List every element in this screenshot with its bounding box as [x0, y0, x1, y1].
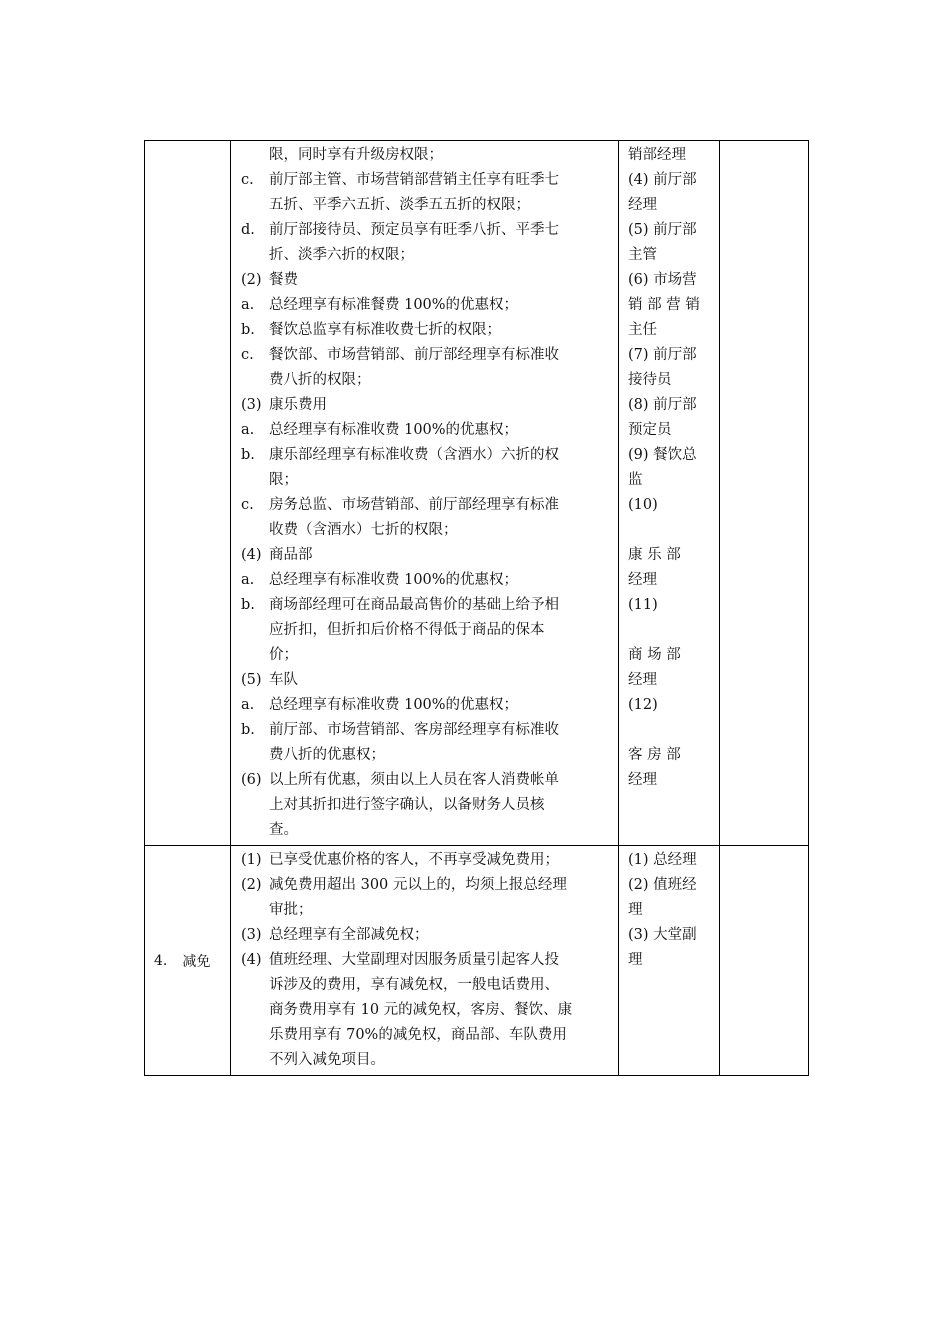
content-line [241, 618, 612, 643]
item-cell [145, 141, 231, 845]
content-line [241, 668, 612, 693]
list-marker: (4) [241, 547, 262, 563]
list-marker: a. [241, 297, 255, 313]
list-marker: d. [241, 222, 255, 238]
list-marker [241, 973, 269, 998]
line-text: 诉涉及的费用，享有减免权，一般电话费用、 [269, 977, 559, 993]
responsible-line: (5) 前厅部 [628, 222, 697, 238]
line-text: 总经理享有标准收费 100%的优惠权； [269, 572, 519, 588]
list-marker [241, 998, 269, 1023]
content-line [241, 518, 612, 543]
content-line [241, 493, 612, 518]
responsible-line [628, 618, 713, 643]
list-marker: a. [241, 572, 255, 588]
responsible-line: (10) [628, 497, 658, 513]
line-text: 总经理享有全部减免权； [269, 927, 429, 943]
content-line [241, 343, 612, 368]
content-line [241, 418, 612, 443]
responsible-line [628, 518, 713, 543]
content-line [241, 468, 612, 493]
list-marker: c. [241, 172, 254, 188]
responsible-line: 理 [628, 952, 643, 968]
list-marker: (2) [241, 272, 262, 288]
list-marker [241, 743, 269, 768]
content-line [241, 593, 612, 618]
content-line [241, 848, 612, 873]
responsible-line [628, 718, 713, 743]
list-marker: (2) [241, 877, 262, 893]
list-marker: b. [241, 322, 255, 338]
remarks-cell [720, 846, 808, 1075]
responsible-line: 理 [628, 902, 643, 918]
responsible-line: (9) 餐饮总 [628, 447, 697, 463]
responsible-line: (8) 前厅部 [628, 397, 697, 413]
responsible-line: (2) 值班经 [628, 877, 697, 893]
line-text: 以上所有优惠，须由以上人员在客人消费帐单 [269, 772, 559, 788]
content-line [241, 923, 612, 948]
line-text: 减免费用超出 300 元以上的，均须上报总经理 [269, 877, 567, 893]
list-marker [241, 618, 269, 643]
line-text: 值班经理、大堂副理对因服务质量引起客人投 [269, 952, 559, 968]
list-marker: b. [241, 597, 255, 613]
table-row [145, 845, 808, 1075]
list-marker: a. [241, 422, 255, 438]
list-marker [241, 1048, 269, 1073]
line-text: 总经理享有标准收费 100%的优惠权； [269, 422, 519, 438]
content-line [241, 948, 612, 973]
line-text: 餐饮总监享有标准收费七折的权限； [269, 322, 501, 338]
list-marker [241, 143, 269, 168]
content-line [241, 368, 612, 393]
line-text: 已享受优惠价格的客人，不再享受减免费用； [269, 852, 559, 868]
content-line [241, 743, 612, 768]
remarks-cell [720, 141, 808, 845]
list-marker [241, 1023, 269, 1048]
authority-table [144, 140, 809, 1076]
content-line [241, 818, 612, 843]
content-line [241, 268, 612, 293]
content-cell [231, 846, 619, 1075]
responsible-line: (12) [628, 697, 658, 713]
table-row [145, 141, 808, 845]
responsible-line: (6) 市场营 [628, 272, 697, 288]
content-line [241, 693, 612, 718]
content-line [241, 998, 612, 1023]
content-line [241, 973, 612, 998]
line-text: 总经理享有标准餐费 100%的优惠权； [269, 297, 519, 313]
line-text: 商务费用享有 10 元的减免权，客房、餐饮、康 [269, 1002, 573, 1018]
list-marker: a. [241, 697, 255, 713]
responsible-line: 主任 [628, 322, 657, 338]
responsible-line: (3) 大堂副 [628, 927, 697, 943]
content-line [241, 768, 612, 793]
content-line [241, 718, 612, 743]
item-number: 4. [154, 952, 168, 969]
list-marker [241, 193, 269, 218]
list-marker: (4) [241, 952, 262, 968]
line-text: 乐费用享有 70%的减免权，商品部、车队费用 [269, 1027, 567, 1043]
responsible-line: 预定员 [628, 422, 672, 438]
responsible-line: 经理 [628, 197, 657, 213]
list-marker: (1) [241, 852, 262, 868]
responsible-line: (1) 总经理 [628, 852, 697, 868]
line-text: 康乐部经理享有标准收费（含酒水）六折的权 [269, 447, 559, 463]
responsible-line: 监 [628, 472, 643, 488]
responsible-line: 康 乐 部 [628, 547, 681, 563]
list-marker: b. [241, 447, 255, 463]
line-text: 康乐费用 [269, 397, 327, 413]
line-text: 限； [269, 472, 298, 488]
responsible-line: 客 房 部 [628, 747, 681, 763]
content-line [241, 218, 612, 243]
responsible-line: 经理 [628, 672, 657, 688]
content-line [241, 318, 612, 343]
content-line [241, 793, 612, 818]
list-marker: (3) [241, 927, 262, 943]
content-line [241, 143, 612, 168]
content-line [241, 873, 612, 898]
list-marker [241, 368, 269, 393]
responsible-line: 接待员 [628, 372, 672, 388]
responsible-line: 销 部 营 销 [628, 297, 700, 313]
line-text: 商品部 [269, 547, 313, 563]
list-marker: c. [241, 347, 254, 363]
line-text: 折、淡季六折的权限； [269, 247, 414, 263]
list-marker [241, 243, 269, 268]
content-cell [231, 141, 619, 845]
responsible-line: 经理 [628, 772, 657, 788]
line-text: 餐饮部、市场营销部、前厅部经理享有标准收 [269, 347, 559, 363]
line-text: 应折扣，但折扣后价格不得低于商品的保本 [269, 622, 545, 638]
list-marker [241, 468, 269, 493]
list-marker [241, 643, 269, 668]
line-text: 价； [269, 647, 298, 663]
line-text: 费八折的权限； [269, 372, 371, 388]
line-text: 餐费 [269, 272, 298, 288]
line-text: 查。 [269, 822, 298, 838]
content-line [241, 568, 612, 593]
responsible-line: (11) [628, 597, 658, 613]
content-line [241, 168, 612, 193]
content-line [241, 193, 612, 218]
list-marker: b. [241, 722, 255, 738]
line-text: 五折、平季六五折、淡季五五折的权限； [269, 197, 530, 213]
line-text: 审批； [269, 902, 313, 918]
list-marker: c. [241, 497, 254, 513]
responsible-line: (7) 前厅部 [628, 347, 697, 363]
content-line [241, 293, 612, 318]
line-text: 前厅部接待员、预定员享有旺季八折、平季七 [269, 222, 559, 238]
line-text: 不列入减免项目。 [269, 1052, 385, 1068]
content-line [241, 1048, 612, 1073]
line-text: 费八折的优惠权； [269, 747, 385, 763]
line-text: 车队 [269, 672, 298, 688]
line-text: 上对其折扣进行签字确认，以备财务人员核 [269, 797, 545, 813]
responsible-cell [619, 846, 720, 1075]
list-marker [241, 518, 269, 543]
line-text: 前厅部主管、市场营销部营销主任享有旺季七 [269, 172, 559, 188]
item-label: 减免 [182, 953, 211, 970]
line-text: 前厅部、市场营销部、客房部经理享有标准收 [269, 722, 559, 738]
content-line [241, 1023, 612, 1048]
list-marker: (6) [241, 772, 262, 788]
content-line [241, 898, 612, 923]
list-marker [241, 793, 269, 818]
line-text: 商场部经理可在商品最高售价的基础上给予相 [269, 597, 559, 613]
line-text: 限，同时享有升级房权限； [269, 147, 443, 163]
responsible-line: (4) 前厅部 [628, 172, 697, 188]
responsible-line: 商 场 部 [628, 647, 681, 663]
content-line [241, 643, 612, 668]
responsible-line: 主管 [628, 247, 657, 263]
list-marker [241, 818, 269, 843]
responsible-line: 销部经理 [628, 147, 686, 163]
content-line [241, 543, 612, 568]
content-line [241, 243, 612, 268]
list-marker [241, 898, 269, 923]
responsible-cell [619, 141, 720, 845]
line-text: 总经理享有标准收费 100%的优惠权； [269, 697, 519, 713]
responsible-line: 经理 [628, 572, 657, 588]
line-text: 房务总监、市场营销部、前厅部经理享有标准 [269, 497, 559, 513]
content-line [241, 443, 612, 468]
content-line [241, 393, 612, 418]
list-marker: (3) [241, 397, 262, 413]
item-cell [145, 846, 231, 1075]
list-marker: (5) [241, 672, 262, 688]
line-text: 收费（含酒水）七折的权限； [269, 522, 458, 538]
